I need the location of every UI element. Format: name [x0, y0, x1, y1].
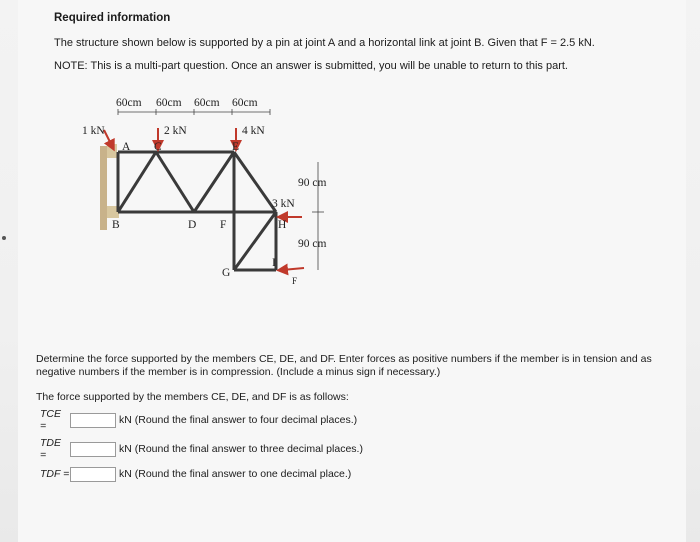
var-tde: TDE =: [40, 437, 61, 461]
pin-bracket: [107, 144, 117, 158]
joint-F: F: [220, 219, 227, 231]
truss-figure: [76, 88, 346, 288]
load-arrow-1: [104, 130, 112, 146]
joint-I: I: [272, 257, 276, 269]
tce-input[interactable]: [70, 413, 116, 428]
load-label-3: 4 kN: [242, 125, 265, 137]
dim-2: 60cm: [156, 97, 182, 109]
load-label-1: 1 kN: [82, 125, 105, 137]
dim-1: 60cm: [116, 97, 142, 109]
tdf-note: kN (Round the final answer to one decimal place.): [119, 468, 352, 480]
tde-input[interactable]: [70, 442, 116, 457]
joint-D: D: [188, 219, 197, 231]
height-label-1: 90 cm: [298, 177, 327, 189]
joint-G: G: [222, 267, 231, 279]
load-label-4: 3 kN: [272, 198, 295, 210]
dim-3: 60cm: [194, 97, 220, 109]
joint-B: B: [112, 219, 120, 231]
joint-E: E: [232, 141, 240, 153]
var-tdf: TDF =: [40, 468, 70, 480]
problem-statement: The structure shown below is supported by a pin at joint A and a horizontal link at joint B. Given that F = 2.5 kN.: [54, 37, 595, 49]
answer-row-tdf: [40, 466, 351, 482]
load-label-F: F: [292, 276, 298, 286]
tce-note: kN (Round the final answer to four decimal places.): [119, 414, 358, 426]
answer-lead: The force supported by the members CE, DE, and DF is as follows:: [36, 391, 349, 403]
answer-row-tce: [40, 408, 358, 432]
load-arrow-F: [282, 268, 304, 270]
joint-A: A: [122, 141, 131, 153]
heading-required-information: Required information: [54, 12, 171, 24]
joint-H: H: [278, 219, 287, 231]
answer-row-tde: [40, 437, 363, 461]
tdf-input[interactable]: [70, 467, 116, 482]
edge-dot: [2, 236, 6, 240]
joint-C: C: [154, 141, 162, 153]
height-label-2: 90 cm: [298, 238, 327, 250]
var-tce: TCE =: [40, 408, 61, 432]
truss-members: [118, 152, 276, 270]
tde-note: kN (Round the final answer to three decimal places.): [119, 443, 363, 455]
wall-support: [100, 146, 107, 230]
dim-4: 60cm: [232, 97, 258, 109]
load-label-2: 2 kN: [164, 125, 187, 137]
multipart-note: NOTE: This is a multi-part question. Once an answer is submitted, you will be unable to return to this part.: [54, 60, 568, 72]
question-text: Determine the force supported by the members CE, DE, and DF. Enter forces as positive numbers if the member is in tension and as negative numbers if the member is in compression. (Include a minus sign if necessary.): [36, 353, 652, 378]
